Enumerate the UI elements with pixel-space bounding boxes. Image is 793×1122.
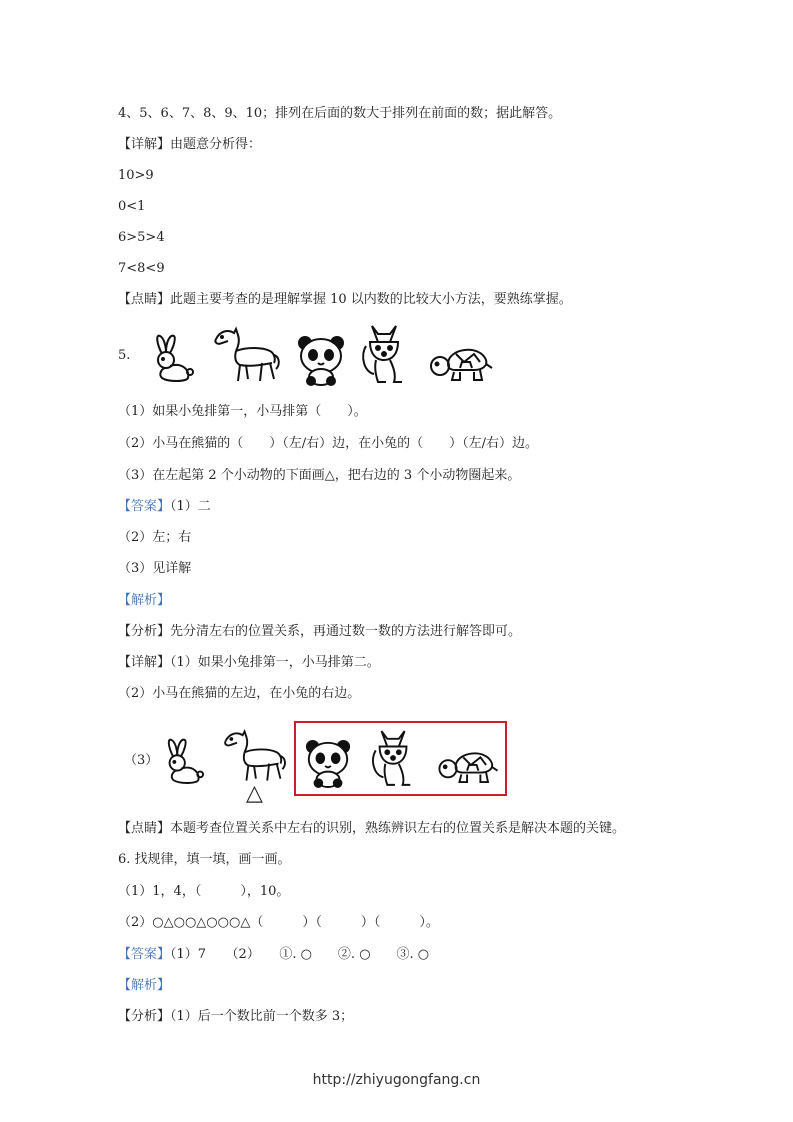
turtle-icon	[436, 744, 500, 784]
answer-text: （1）二	[170, 499, 211, 514]
comparison-line: 0<1	[118, 199, 146, 214]
detail-line: 【详解】（1）如果小兔排第一，小马排第二。	[118, 655, 380, 670]
footer-url: http://zhiyugongfang.cn	[312, 1072, 481, 1088]
question-5-part-2: （2）小马在熊猫的（ ）（左/右）边，在小兔的（ ）（左/右）边。	[118, 436, 539, 451]
comparison-line: 6>5>4	[118, 230, 165, 245]
dianjing-line: 【点睛】此题主要考查的是理解掌握 10 以内数的比较大小方法，要熟练掌握。	[118, 292, 572, 307]
analysis-tag: 【解析】	[118, 593, 171, 608]
dianjing-line: 【点睛】本题考查位置关系中左右的识别，熟练辨识左右的位置关系是解决本题的关键。	[118, 821, 626, 836]
question-6-part-1: （1）1，4，（ ），10。	[118, 884, 290, 899]
answer-line: （2）左；右	[118, 530, 192, 545]
question-5-part-3: （3）在左起第 2 个小动物的下面画△，把右边的 3 个小动物圈起来。	[118, 468, 521, 483]
answer-text: （1）7 （2） ①. ○ ②. ○ ③. ○	[170, 947, 430, 962]
question-5-part-1: （1）如果小兔排第一，小马排第（ ）。	[118, 404, 367, 419]
answer-tag: 【答案】	[118, 499, 171, 514]
fox-icon	[370, 727, 418, 789]
answer-tag: 【答案】	[118, 947, 171, 962]
answer-6-line	[118, 947, 429, 963]
triangle-marker: △	[246, 781, 263, 806]
horse-icon	[210, 325, 282, 385]
answer-line: （3）见详解	[118, 561, 192, 576]
answer-line	[118, 499, 211, 515]
panda-icon	[304, 738, 352, 788]
question-number: 5.	[118, 348, 131, 363]
rabbit-icon	[160, 736, 204, 786]
panda-icon	[296, 334, 346, 386]
text-line: 4、5、6、7、8、9、10；排列在后面的数大于排列在前面的数；据此解答。	[118, 106, 562, 121]
comparison-line: 7<8<9	[118, 261, 165, 276]
question-6-part-2: （2）○△○○△○○○△（ ）（ ）（ ）。	[118, 915, 439, 930]
rabbit-icon	[148, 332, 194, 384]
fox-icon	[360, 322, 410, 386]
detail-line: （2）小马在熊猫的左边，在小兔的右边。	[118, 686, 361, 701]
analysis-tag: 【解析】	[118, 978, 171, 993]
horse-icon	[220, 727, 288, 785]
detail-part-3-label: （3）	[124, 753, 159, 768]
analysis-line: 【分析】先分清左右的位置关系，再通过数一数的方法进行解答即可。	[118, 624, 522, 639]
turtle-icon	[428, 340, 494, 382]
question-6-title: 6. 找规律，填一填，画一画。	[118, 852, 291, 867]
comparison-line: 10>9	[118, 168, 154, 183]
detail-heading: 【详解】由题意分析得：	[118, 137, 262, 152]
analysis-line: 【分析】（1）后一个数比前一个数多 3；	[118, 1009, 354, 1024]
